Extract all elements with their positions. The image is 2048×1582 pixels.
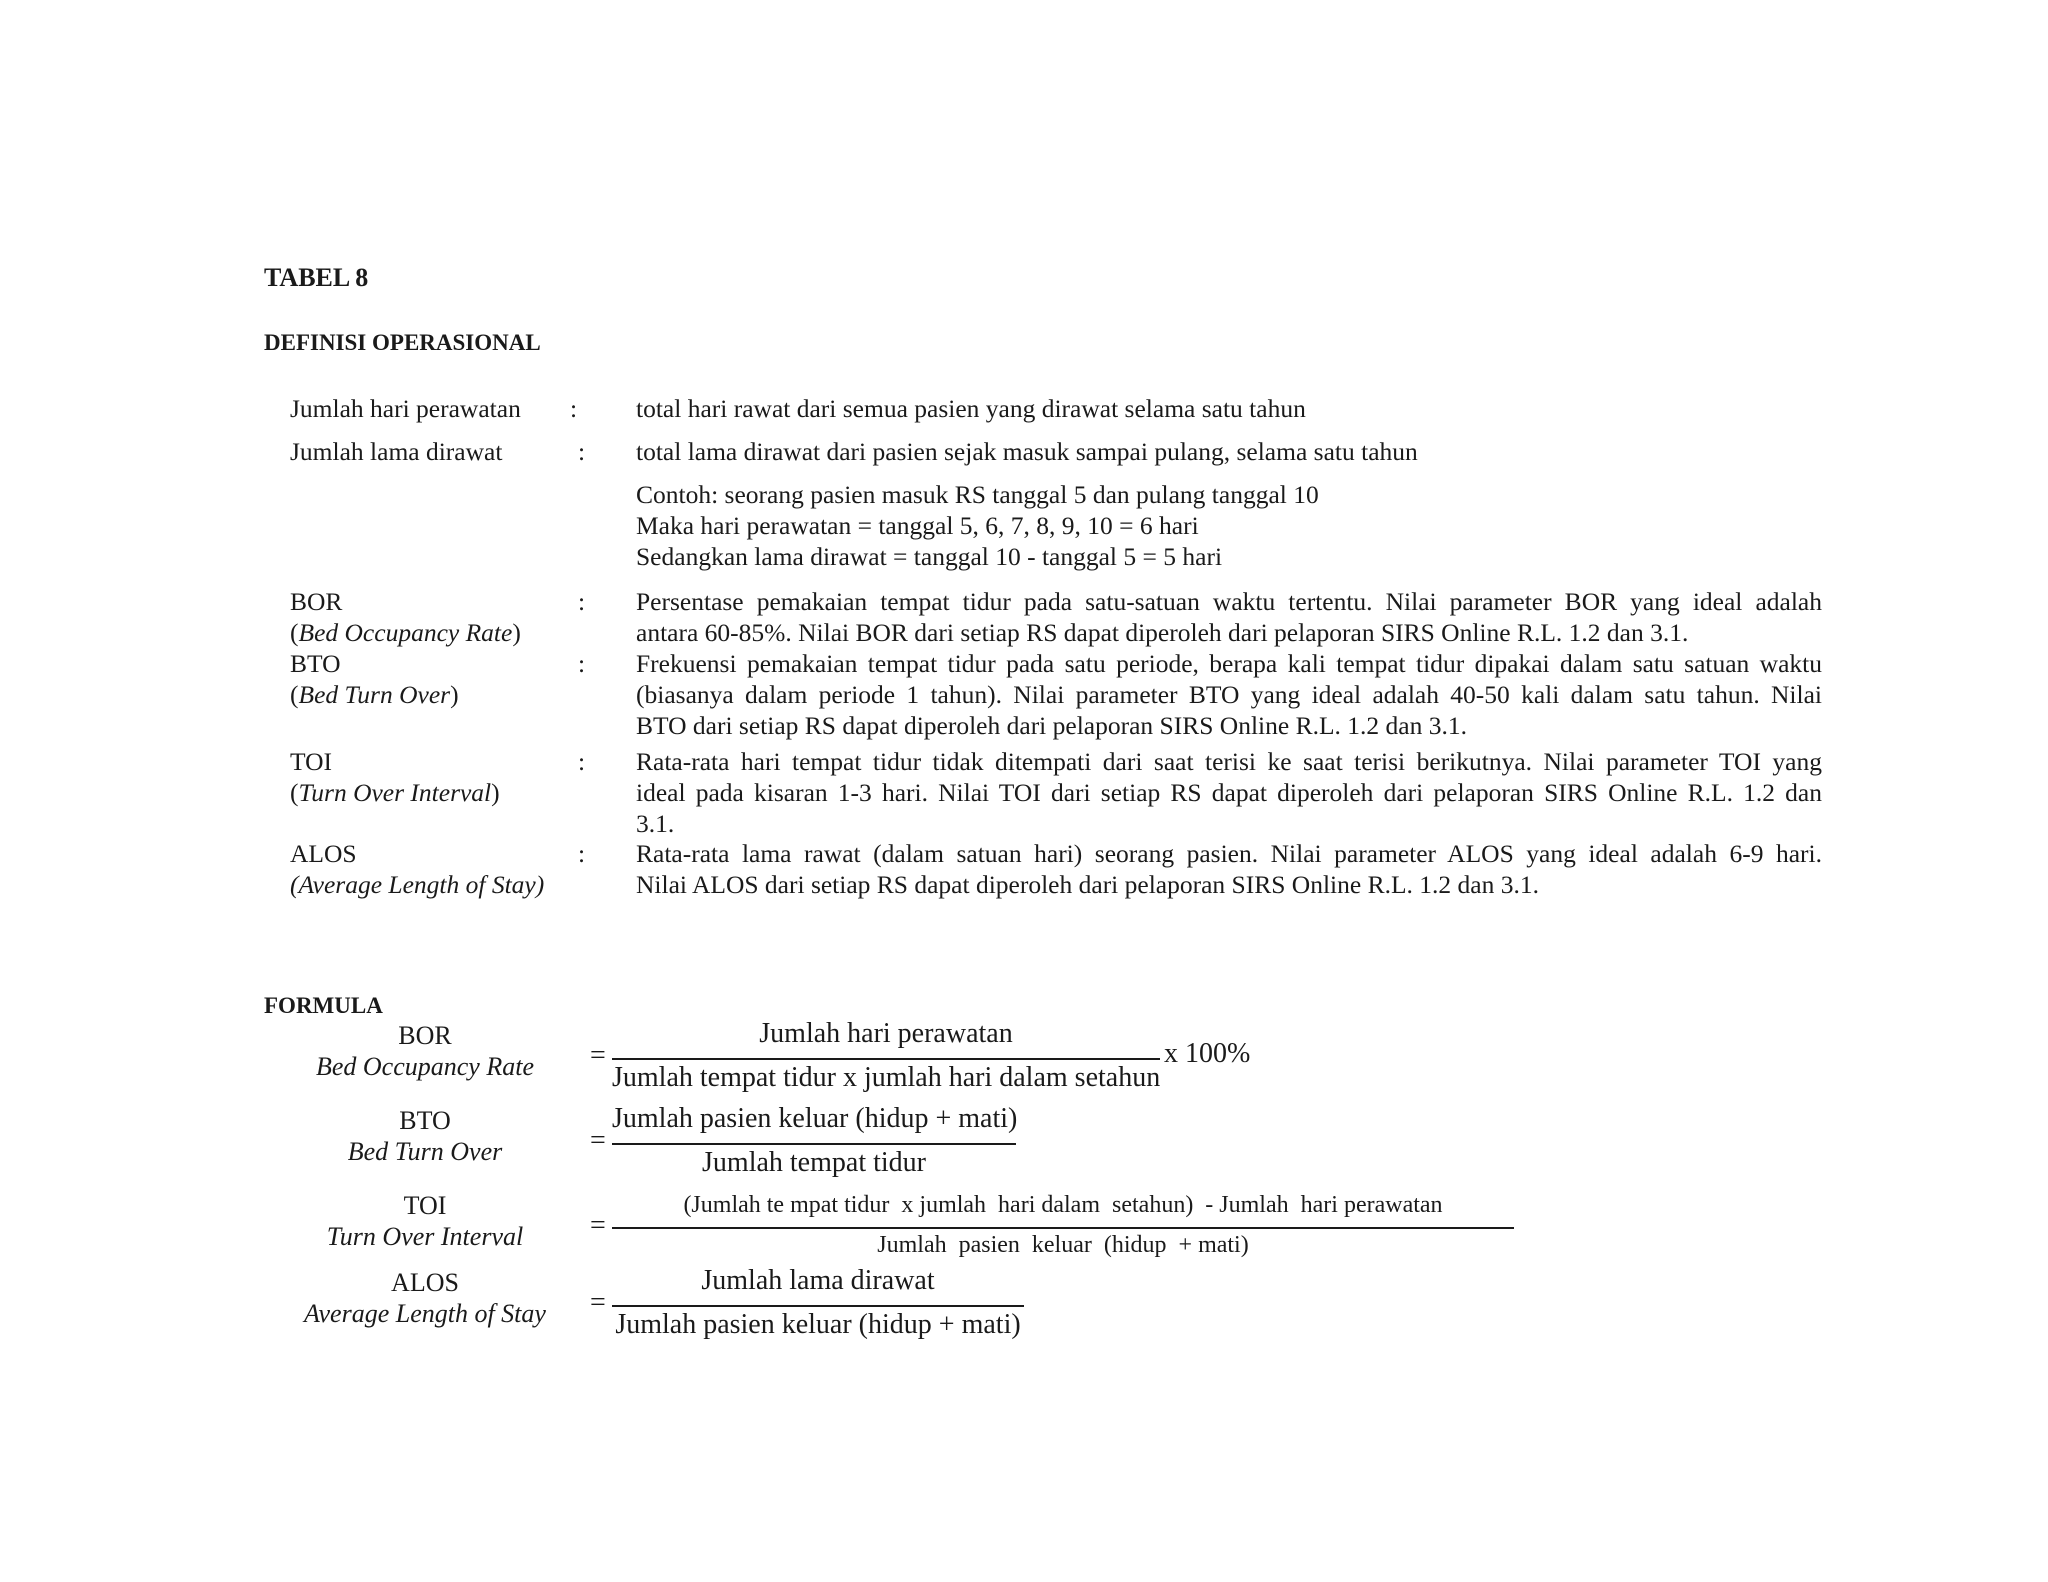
term-colon: : [578,747,586,776]
definition-line: BTO dari setiap RS dapat diperoleh dari pelaporan SIRS Online R.L. 1.2 dan 3.1. [636,711,1467,740]
term-abbrev: BOR [290,587,343,616]
example-line: Contoh: seorang pasien masuk RS tanggal 5 dan pulang tanggal 10 [636,480,1319,509]
term-abbrev: TOI [290,747,333,776]
equals-sign: = [590,1287,606,1318]
definition-hari-perawatan [636,393,1822,424]
fraction-numerator: Jumlah lama dirawat [701,1265,935,1296]
section-heading-formula: FORMULA [264,993,383,1018]
equals-sign: = [590,1210,606,1241]
fraction-bar [612,1143,1016,1145]
fraction-bar [612,1305,1024,1307]
formula-multiplier: x 100% [1164,1038,1251,1069]
fraction-numerator: Jumlah hari perawatan [759,1018,1013,1049]
definition-line: Frekuensi pemakaian tempat tidur pada satu periode, berapa kali tempat tidur dipakai dalam satu satuan waktu [636,649,1822,678]
section-heading-definitions: DEFINISI OPERASIONAL [264,330,541,355]
term-abbrev: BTO [290,649,341,678]
definition-line: antara 60-85%. Nilai BOR dari setiap RS dapat diperoleh dari pelaporan SIRS Online R.L. 1.2 dan 3.1. [636,618,1689,647]
fraction-denominator: Jumlah tempat tidur [702,1147,926,1178]
definition-text: total lama dirawat dari pasien sejak masuk sampai pulang, selama satu tahun [636,437,1418,466]
term-full-text: Bed Turn Over [298,680,451,709]
definition-line: Persentase pemakaian tempat tidur pada satu-satuan waktu tertentu. Nilai parameter BOR yang ideal adalah [636,587,1822,616]
term-hari-perawatan: Jumlah hari perawatan [290,394,521,423]
fraction-denominator: Jumlah tempat tidur x jumlah hari dalam setahun [612,1062,1161,1093]
table-title: TABEL 8 [264,263,369,292]
example-line: Sedangkan lama dirawat = tanggal 10 - tanggal 5 = 5 hari [636,542,1223,571]
term-full: (Bed Turn Over) [290,680,459,709]
term-colon: : [578,839,586,868]
fraction-numerator: (Jumlah te mpat tidur x jumlah hari dalam setahun) - Jumlah hari perawatan [683,1192,1443,1218]
term-colon: : [570,394,578,423]
definition-bor [636,586,1822,648]
formula-full-name: Bed Occupancy Rate [315,1052,534,1081]
definition-line: ideal pada kisaran 1-3 hari. Nilai TOI dari setiap RS dapat diperoleh dari pelaporan SIRS Online R.L. 1.2 dan [636,778,1822,807]
formula-abbrev: BOR [398,1021,452,1050]
definition-line: (biasanya dalam periode 1 tahun). Nilai parameter BTO yang ideal adalah 40-50 kali dalam satu tahun. Nilai [636,680,1822,709]
formula-full-name: Average Length of Stay [304,1299,546,1328]
equals-sign: = [590,1125,606,1156]
example-line: Maka hari perawatan = tanggal 5, 6, 7, 8, 9, 10 = 6 hari [636,511,1199,540]
formula-label-bto [275,1105,575,1167]
fraction-bar [612,1058,1160,1060]
formula-fraction-bto [612,1103,1016,1183]
term-full-text: Bed Occupancy Rate [298,618,513,647]
definition-alos [636,838,1822,900]
definition-line: Rata-rata hari tempat tidur tidak ditempati dari saat terisi ke saat terisi berikutnya. Nilai parameter TOI yang [636,747,1822,776]
definition-line: 3.1. [636,809,675,838]
equals-sign: = [590,1040,606,1071]
formula-abbrev: TOI [403,1191,447,1220]
definition-line: Rata-rata lama rawat (dalam satuan hari) seorang pasien. Nilai parameter ALOS yang ideal adalah 6-9 hari. [636,839,1822,868]
fraction-bar [612,1227,1514,1229]
formula-abbrev: BTO [399,1106,451,1135]
term-alos [290,838,544,900]
term-full: (Average Length of Stay) [290,870,545,899]
example-block [636,479,1822,572]
term-colon: : [578,587,586,616]
formula-fraction-toi [612,1192,1514,1266]
formula-label-toi [275,1190,575,1252]
term-full: (Turn Over Interval) [290,778,500,807]
formula-fraction-alos [612,1265,1024,1345]
term-abbrev: ALOS [290,839,357,868]
term-bor [290,586,521,648]
term-full-text: Turn Over Interval [298,778,492,807]
formula-full-name: Bed Turn Over [347,1137,503,1166]
formula-label-alos [275,1267,575,1329]
term-colon: : [578,437,586,466]
formula-label-bor [275,1020,575,1082]
definition-line: Nilai ALOS dari setiap RS dapat diperoleh dari pelaporan SIRS Online R.L. 1.2 dan 3.1. [636,870,1539,899]
definition-lama-dirawat [636,436,1822,467]
fraction-numerator: Jumlah pasien keluar (hidup + mati) [612,1103,1018,1134]
fraction-denominator: Jumlah pasien keluar (hidup + mati) [877,1232,1249,1258]
term-full: (Bed Occupancy Rate) [290,618,521,647]
definition-bto [636,648,1822,741]
definition-text: total hari rawat dari semua pasien yang dirawat selama satu tahun [636,394,1306,423]
term-colon: : [578,649,586,678]
formula-abbrev: ALOS [391,1268,459,1297]
term-lama-dirawat: Jumlah lama dirawat [290,437,503,466]
fraction-denominator: Jumlah pasien keluar (hidup + mati) [615,1309,1021,1340]
formula-full-name: Turn Over Interval [326,1222,524,1251]
term-toi [290,746,500,808]
term-bto [290,648,459,710]
definition-toi [636,746,1822,839]
formula-fraction-bor [612,1018,1160,1098]
